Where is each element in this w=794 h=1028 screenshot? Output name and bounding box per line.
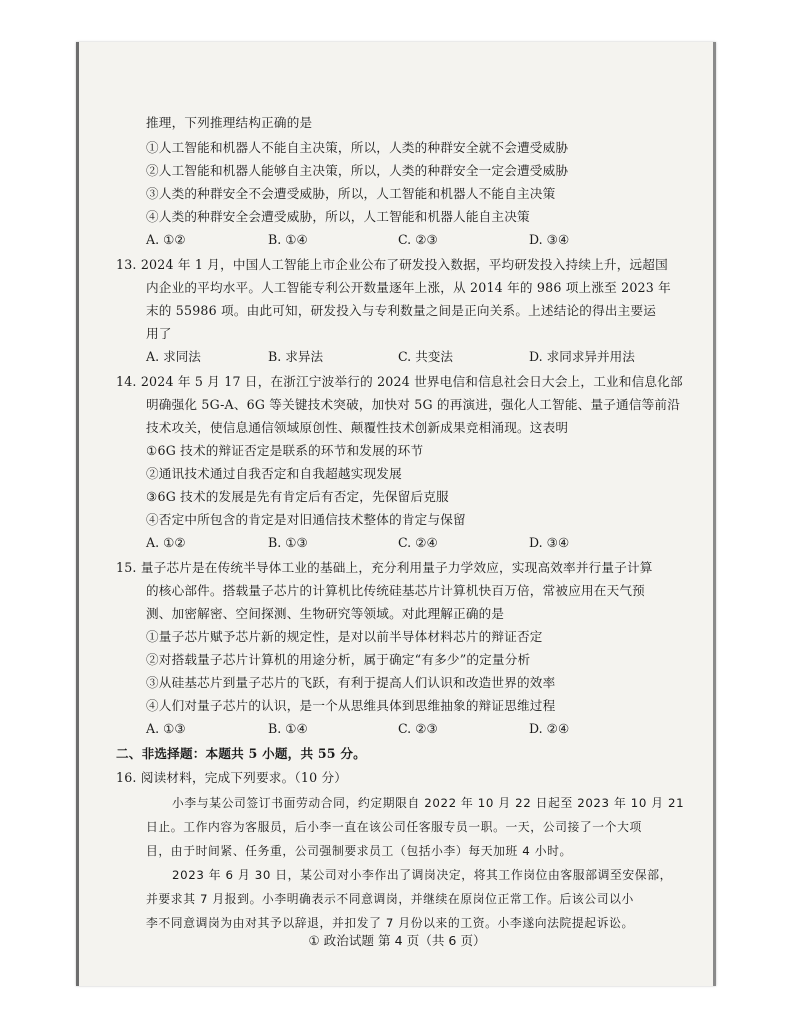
q14-option-c: C. ②④ xyxy=(398,535,438,550)
q16-material-line-3: 目，由于时间紧、任务重，公司强制要求员工（包括小李）每天加班 4 小时。 xyxy=(146,844,572,858)
q15-stem-3: 测、加密解密、空间探测、生物研究等领域。对此理解正确的是 xyxy=(146,606,505,621)
q15-option-c: C. ②③ xyxy=(398,721,438,736)
q12-option-a: A. ①② xyxy=(146,232,186,247)
q12-statement-3: ③人类的种群安全不会遭受威胁，所以，人工智能和机器人不能自主决策 xyxy=(146,186,556,201)
q15-option-d: D. ②④ xyxy=(529,721,570,736)
q13-option-d: D. 求同求异并用法 xyxy=(529,349,635,364)
q14-statement-2: ②通讯技术通过自我否定和自我超越实现发展 xyxy=(146,466,402,481)
q15-stem-2: 的核心部件。搭载量子芯片的计算机比传统硅基芯片计算机快百万倍，常被应用在天气预 xyxy=(146,583,645,598)
q13-stem-1: 13. 2024 年 1 月，中国人工智能上市企业公布了研发投入数据，平均研发投入持续上升，远超国 xyxy=(116,257,668,272)
q14-option-b: B. ①③ xyxy=(268,535,308,550)
q14-option-a: A. ①② xyxy=(146,535,186,550)
q14-stem-1: 14. 2024 年 5 月 17 日，在浙江宁波举行的 2024 世界电信和信息社会日大会上，工业和信息化部 xyxy=(116,374,683,389)
paper-right-edge xyxy=(713,42,716,986)
q15-statement-2: ②对搭载量子芯片计算机的用途分析，属于确定“有多少”的定量分析 xyxy=(146,652,531,667)
q13-stem-3: 末的 55986 项。由此可知，研发投入与专利数量之间是正向关系。上述结论的得出主要运 xyxy=(146,303,657,318)
q12-option-b: B. ①④ xyxy=(268,232,308,247)
q13-stem-4: 用了 xyxy=(146,326,172,341)
q16-instruction: 16. 阅读材料，完成下列要求。（10 分） xyxy=(116,770,348,785)
q12-stem-end: 推理，下列推理结构正确的是 xyxy=(146,115,313,130)
q16-material-line-2: 日止。工作内容为客服员，后小李一直在该公司任客服专员一职。一天，公司接了一个大项 xyxy=(146,820,642,834)
q14-statement-3: ③6G 技术的发展是先有肯定后有否定，先保留后克服 xyxy=(146,489,449,504)
q16-material-line-1: 小李与某公司签订书面劳动合同，约定期限自 2022 年 10 月 22 日起至 2023 年 10 月 21 xyxy=(172,796,685,810)
section-heading: 二、非选择题：本题共 5 小题，共 55 分。 xyxy=(116,746,366,761)
q12-statement-1: ①人工智能和机器人不能自主决策，所以，人类的种群安全就不会遭受威胁 xyxy=(146,140,569,155)
q15-statement-4: ④人们对量子芯片的认识，是一个从思维具体到思维抽象的辩证思维过程 xyxy=(146,698,556,713)
q14-statement-4: ④否定中所包含的肯定是对旧通信技术整体的肯定与保留 xyxy=(146,512,466,527)
q15-statement-1: ①量子芯片赋予芯片新的规定性，是对以前半导体材料芯片的辩证否定 xyxy=(146,629,543,644)
q16-material-line-4: 2023 年 6 月 30 日，某公司对小李作出了调岗决定，将其工作岗位由客服部调至安保部， xyxy=(172,868,672,882)
q15-option-a: A. ①③ xyxy=(146,721,186,736)
paper-left-edge xyxy=(76,42,79,986)
q16-material-line-6: 李不同意调岗为由对其予以辞退，并扣发了 7 月份以来的工资。小李遂向法院提起诉讼。 xyxy=(146,916,634,930)
q14-stem-2: 明确强化 5G-A、6G 等关键技术突破，加快对 5G 的再演进，强化人工智能、量子通信等前沿 xyxy=(146,397,680,412)
q16-material-line-5: 并要求其 7 月报到。小李明确表示不同意调岗，并继续在原岗位正常工作。后该公司以小 xyxy=(146,892,634,906)
q15-option-b: B. ①④ xyxy=(268,721,308,736)
q15-stem-1: 15. 量子芯片是在传统半导体工业的基础上，充分利用量子力学效应，实现高效率并行量子计算 xyxy=(116,560,653,575)
q14-stem-3: 技术攻关，使信息通信领域原创性、颠覆性技术创新成果竞相涌现。这表明 xyxy=(146,420,569,435)
page-footer: ① 政治试题 第 4 页（共 6 页） xyxy=(308,933,486,948)
q13-option-a: A. 求同法 xyxy=(146,349,201,364)
q13-stem-2: 内企业的平均水平。人工智能专利公开数量逐年上涨，从 2014 年的 986 项上涨至 2023 年 xyxy=(146,280,671,295)
q15-statement-3: ③从硅基芯片到量子芯片的飞跃，有利于提高人们认识和改造世界的效率 xyxy=(146,675,556,690)
q12-option-d: D. ③④ xyxy=(529,232,570,247)
q12-statement-4: ④人类的种群安全会遭受威胁，所以，人工智能和机器人能自主决策 xyxy=(146,209,530,224)
q12-statement-2: ②人工智能和机器人能够自主决策，所以，人类的种群安全一定会遭受威胁 xyxy=(146,163,569,178)
q14-statement-1: ①6G 技术的辩证否定是联系的环节和发展的环节 xyxy=(146,443,424,458)
q14-option-d: D. ③④ xyxy=(529,535,570,550)
q13-option-b: B. 求异法 xyxy=(268,349,324,364)
q13-option-c: C. 共变法 xyxy=(398,349,453,364)
q12-option-c: C. ②③ xyxy=(398,232,438,247)
